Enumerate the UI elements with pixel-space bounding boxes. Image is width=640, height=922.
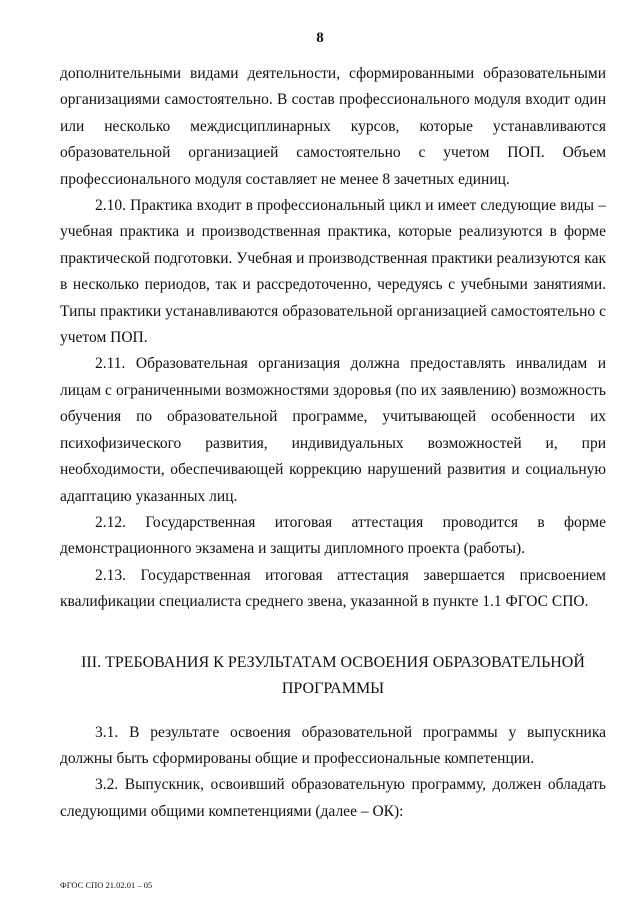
paragraph-2-10: 2.10. Практика входит в профессиональный цикл и имеет следующие виды – учебная практика и производственная практика, которые реализуются в форме практической подготовки. Учебная и производственная практики реализуются как в несколько периодов, так и рассредоточенно, чередуясь с учебными занятиями. Типы практики устанавливаются образовательной организацией самостоятельно с учетом ПОП.	[60, 197, 606, 347]
paragraph-2-11: 2.11. Образовательная организация должна предоставлять инвалидам и лицам с ограниченными возможностями здоровья (по их заявлению) возможность обучения по образовательной программе, учитывающей особенности их психофизического развития, индивидуальных возможностей и, при необходимости, обеспечивающей коррекцию нарушений развития и социальную адаптацию указанных лиц.	[60, 355, 606, 505]
document-footer: ФГОС СПО 21.02.01 – 05	[60, 880, 153, 890]
section-heading-line-1: III. ТРЕБОВАНИЯ К РЕЗУЛЬТАТАМ ОСВОЕНИЯ ОБРАЗОВАТЕЛЬНОЙ	[81, 653, 585, 671]
paragraph-3-1: 3.1. В результате освоения образовательной программы у выпускника должны быть сформированы общие и профессиональные компетенции.	[60, 723, 606, 767]
section-heading-line-2: ПРОГРАММЫ	[281, 679, 385, 697]
paragraph-3-2: 3.2. Выпускник, освоивший образовательную программу, должен обладать следующими общими компетенциями (далее – ОК):	[60, 776, 606, 820]
document-body	[60, 61, 606, 825]
page-number: 8	[316, 30, 324, 46]
paragraph-2-13: 2.13. Государственная итоговая аттестация завершается присвоением квалификации специалиста среднего звена, указанной в пункте 1.1 ФГОС СПО.	[60, 566, 606, 611]
section-heading	[60, 650, 606, 702]
paragraph-continuation: дополнительными видами деятельности, сформированными образовательными организациями самостоятельно. В состав профессионального модуля входит один или несколько междисциплинарных курсов, которые устанавливаются образовательной организацией самостоятельно с учетом ПОП. Объем профессионального модуля составляет не менее 8 зачетных единиц.	[60, 65, 606, 188]
paragraph-2-12: 2.12. Государственная итоговая аттестация проводится в форме демонстрационного экзамена и защиты дипломного проекта (работы).	[60, 513, 606, 558]
